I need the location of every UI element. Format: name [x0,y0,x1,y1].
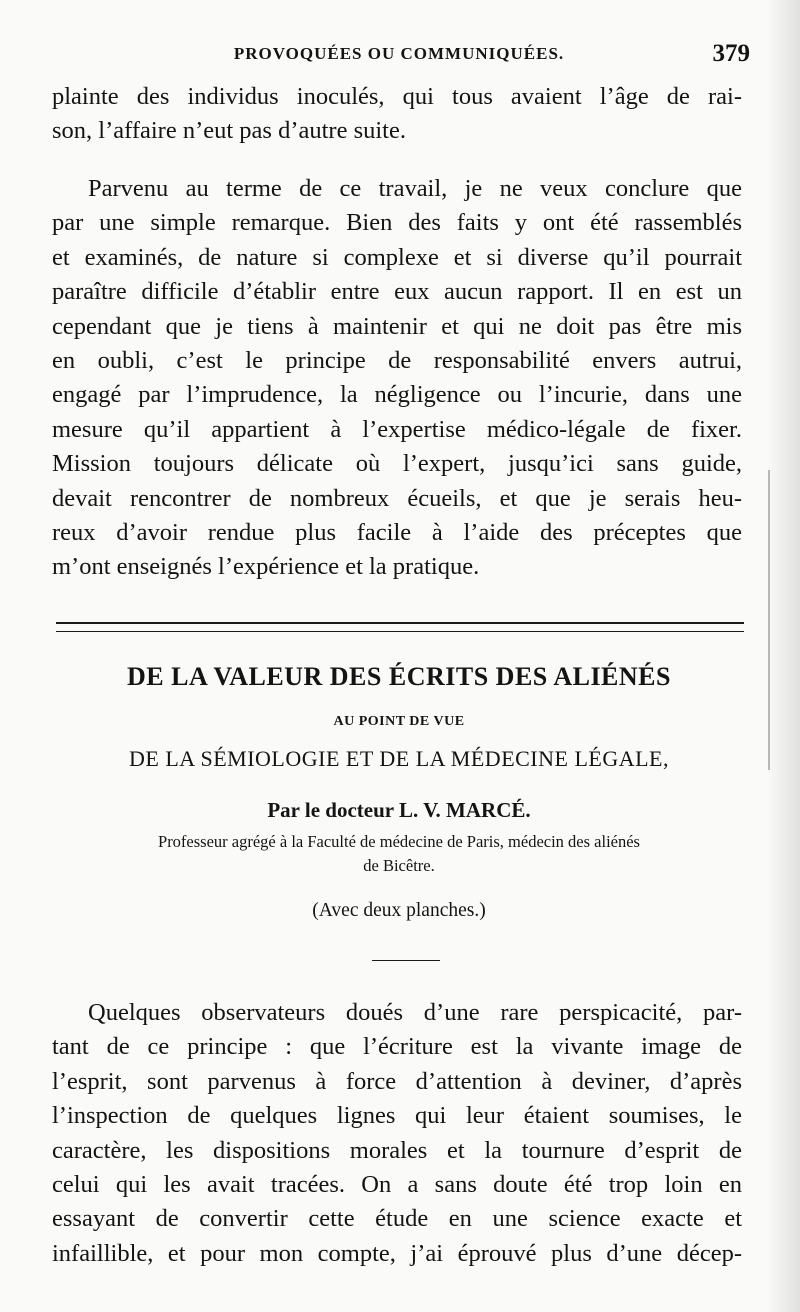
text-line: Parvenu au terme de ce travail, je ne veux conclure que [88,175,742,202]
section-divider-double-rule [56,622,744,632]
paragraph-article-opening [52,996,742,1271]
article-subtitle-small: AU POINT DE VUE [333,714,465,729]
text-line: essayant de convertir cette étude en une science exacte et [52,1205,742,1233]
text-line: en oubli, c’est le principe de responsabilité envers autrui, [52,347,742,375]
text-line: Mission toujours délicate où l’expert, jusqu’ici sans guide, [52,450,742,478]
paragraph-closing [52,80,742,149]
plates-note: (Avec deux planches.) [312,900,486,921]
page-header [48,40,750,74]
text-line: engagé par l’imprudence, la négligence ou l’incurie, dans une [52,381,742,409]
article-author: Par le docteur L. V. MARCÉ. [267,798,531,822]
page-edge-shadow [766,0,800,1312]
article-subtitle: DE LA SÉMIOLOGIE ET DE LA MÉDECINE LÉGALE, [129,746,669,771]
article-title: DE LA VALEUR DES ÉCRITS DES ALIÉNÉS [127,662,671,691]
author-affiliation: Professeur agrégé à la Faculté de médecine de Paris, médecin des aliénés [158,832,640,851]
text-line: son, l’affaire n’eut pas d’autre suite. [52,117,406,145]
page-number: 379 [712,40,750,67]
text-line: l’inspection de quelques lignes qui leur étaient soumises, le [52,1102,742,1130]
text-line: paraître difficile d’établir entre eux aucun rapport. Il en est un [52,278,742,306]
text-line: tant de ce principe : que l’écriture est la vivante image de [52,1033,742,1061]
text-line: m’ont enseignés l’expérience et la pratique. [52,553,480,581]
text-line: et examinés, de nature si complexe et si diverse qu’il pourrait [52,243,742,271]
paragraph-conclusion [52,172,742,585]
text-line: plainte des individus inoculés, qui tous avaient l’âge de rai- [52,83,742,110]
text-line: cependant que je tiens à maintenir et qui ne doit pas être mis [52,312,742,340]
text-line: infaillible, et pour mon compte, j’ai éprouvé plus d’une décep- [52,1239,742,1267]
text-line: l’esprit, sont parvenus à force d’attention à deviner, d’après [52,1067,742,1095]
running-title: PROVOQUÉES OU COMMUNIQUÉES. [233,44,565,63]
binding-edge-line [768,470,770,770]
text-line: Quelques observateurs doués d’une rare perspicacité, par- [88,999,742,1026]
text-line: devait rencontrer de nombreux écueils, et que je serais heu- [52,484,742,512]
text-line: caractère, les dispositions morales et la tournure d’esprit de [52,1136,742,1164]
text-line: par une simple remarque. Bien des faits y ont été rassemblés [52,209,742,237]
text-line: reux d’avoir rendue plus facile à l’aide des préceptes que [52,519,742,547]
author-affiliation-continued: de Bicêtre. [363,856,435,875]
short-separator-rule [372,960,440,961]
text-line: celui qui les avait tracées. On a sans doute été trop loin en [52,1171,742,1199]
text-line: mesure qu’il appartient à l’expertise médico-légale de fixer. [52,415,742,443]
